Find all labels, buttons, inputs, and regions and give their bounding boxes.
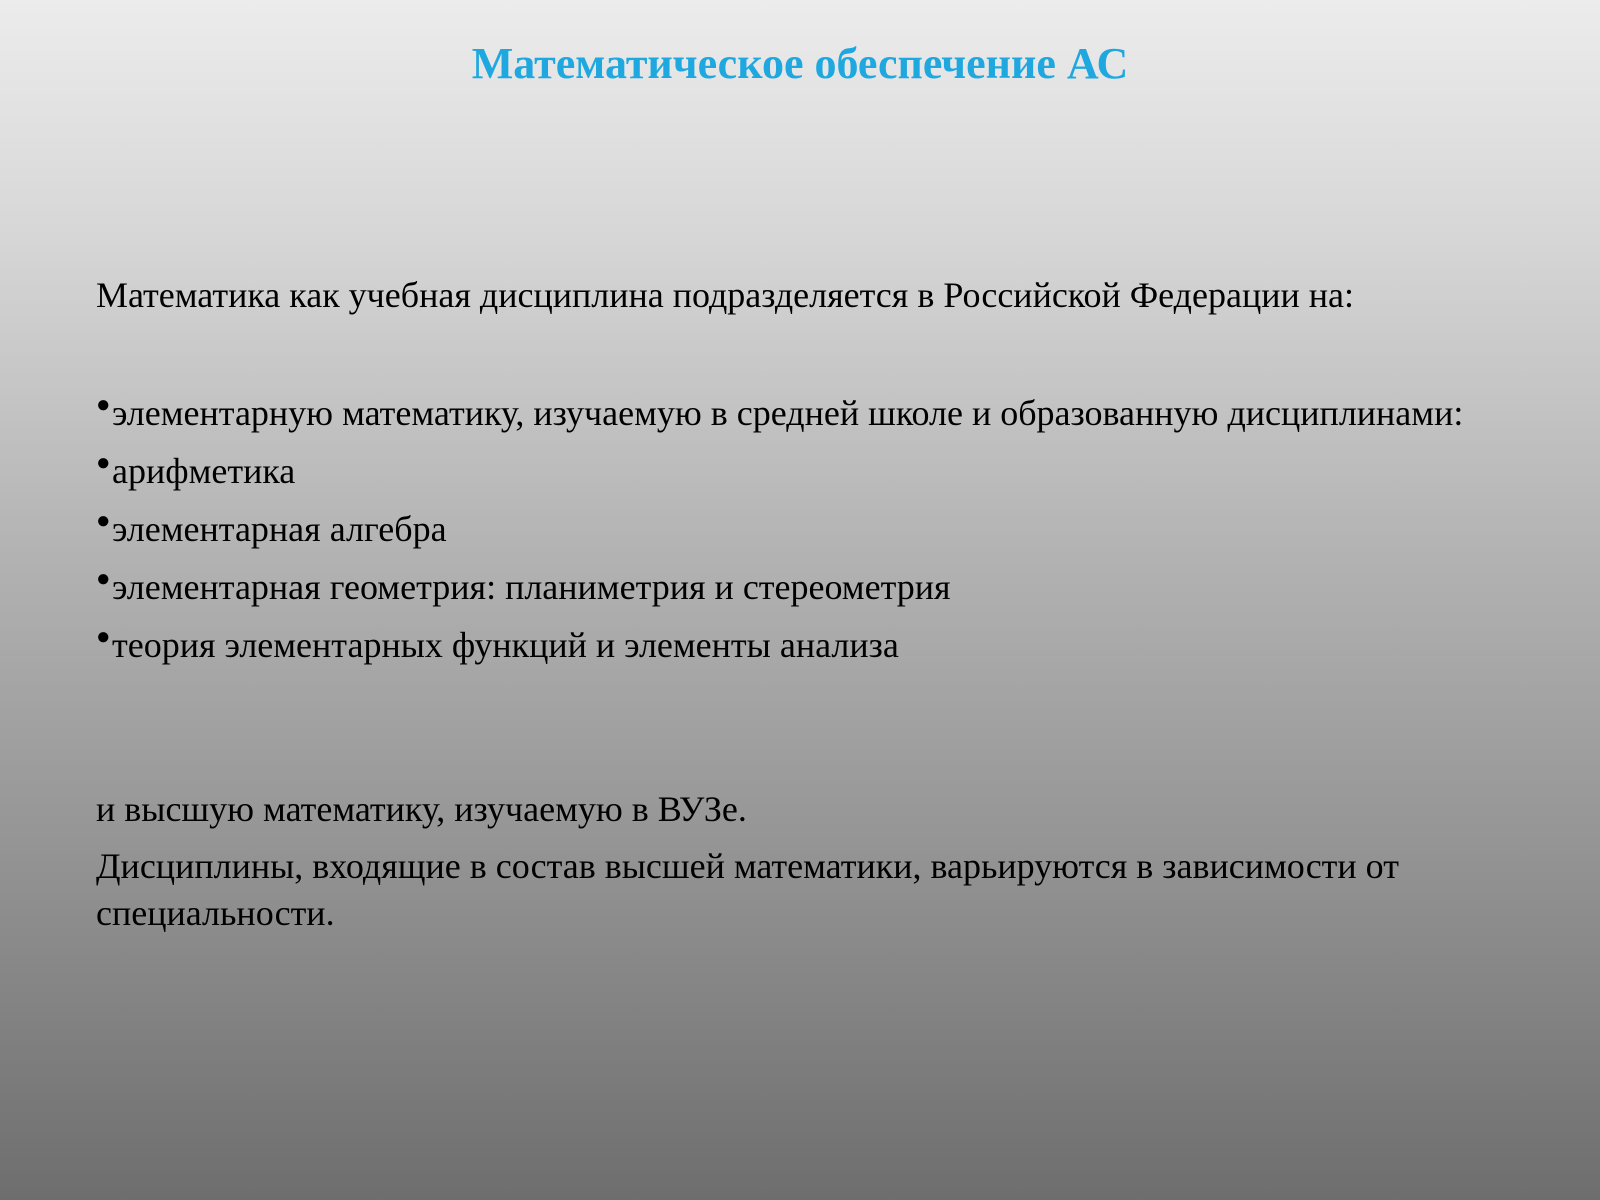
list-item-text: арифметика (112, 451, 296, 491)
slide-title: Математическое обеспечение АС (471, 39, 1129, 88)
bullet-icon: ● (96, 566, 111, 592)
list-item (96, 448, 1502, 495)
list-item (96, 506, 1502, 553)
bullet-icon: ● (96, 508, 111, 534)
bullet-icon: ● (96, 450, 111, 476)
list-item (96, 622, 1502, 669)
bullet-icon: ● (96, 624, 111, 650)
bullet-icon: ● (96, 392, 111, 418)
list-item (96, 564, 1502, 611)
list-item (96, 390, 1502, 437)
list-item-text: элементарная алгебра (112, 509, 447, 549)
higher-math-text: и высшую математику, изучаемую в ВУЗе. (96, 789, 747, 829)
list-item-text: элементарная геометрия: планиметрия и стереометрия (112, 567, 951, 607)
intro-text: Математика как учебная дисциплина подразделяется в Российской Федерации на: (96, 275, 1354, 315)
list-item-text: теория элементарных функций и элементы анализа (112, 625, 899, 665)
list-item-text: элементарную математику, изучаемую в средней школе и образованную дисциплинами: (112, 393, 1464, 433)
bullet-list (96, 390, 1502, 680)
disciplines-text: Дисциплины, входящие в состав высшей математики, варьируются в зависимости от специальности. (96, 846, 1399, 933)
